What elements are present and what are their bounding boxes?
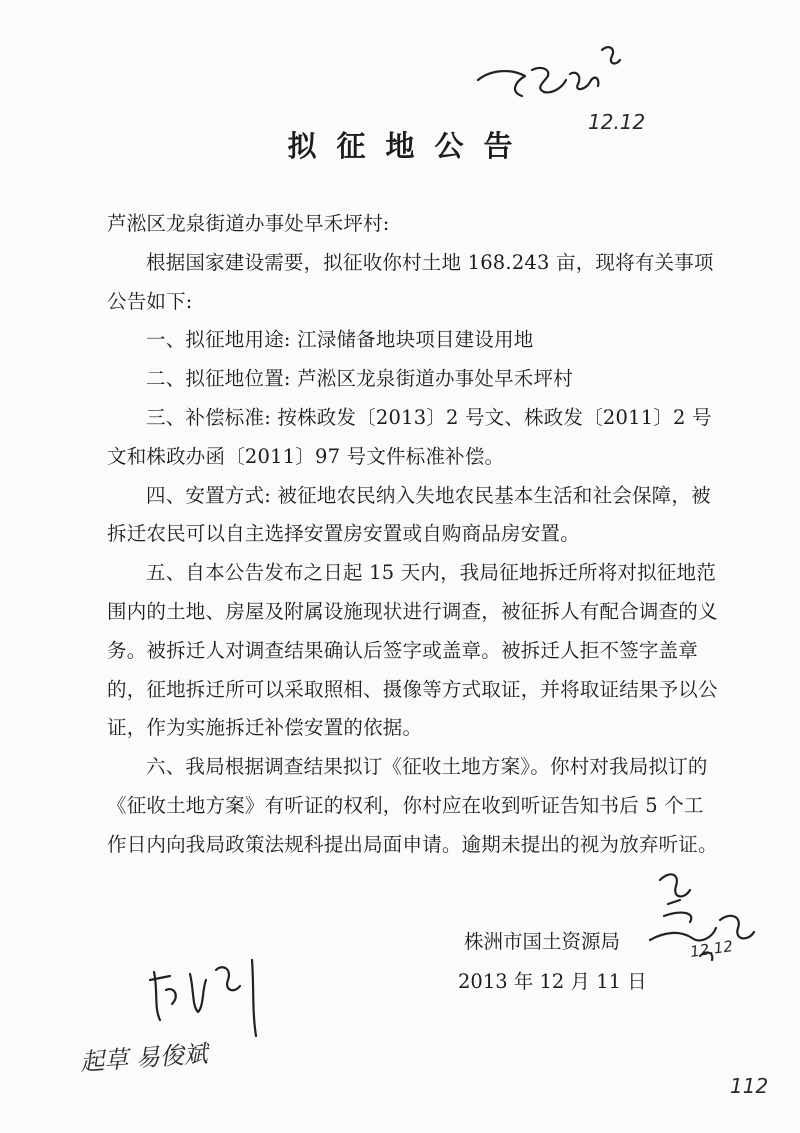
paragraph-survey: 五、自本公告发布之日起 15 天内，我局征地拆迁所将对拟征地范围内的土地、房屋及附属设施现状进行调查，被征拆人有配合调查的义务。被拆迁人对调查结果确认后签字或盖章。被拆迁人拒不签字盖章的，征地拆迁所可以采取照相、摄像等方式取证，并将取证结果予以公证，作为实施拆迁补偿安置的依据。 <box>107 561 718 740</box>
addressee-line: 芦淞区龙泉街道办事处早禾坪村: <box>107 212 390 235</box>
handwritten-signature-top <box>470 40 630 110</box>
issuer-name: 株洲市国土资源局 <box>464 930 621 953</box>
issuer-block <box>458 922 658 1002</box>
handwritten-signature-left <box>140 950 280 1040</box>
paragraph-intro: 根据国家建设需要，拟征收你村土地 168.243 亩，现将有关事项公告如下: <box>107 250 714 313</box>
handwritten-page-number: 112 <box>730 1074 769 1098</box>
paragraph-hearing: 六、我局根据调查结果拟订《征收土地方案》。你村对我局拟订的《征收土地方案》有听证的权利，你村应在收到听证告知书后 5 个工作日内向我局政策法规科提出局面申请。逾期未提出的视为放弃听证。 <box>107 755 718 856</box>
handwritten-date-right: 12.12 <box>688 937 734 961</box>
page-title: 拟征地公告 <box>287 129 533 163</box>
notice-body <box>107 205 719 865</box>
paragraph-compensation: 三、补偿标准: 按株政发〔2013〕2 号文、株政发〔2011〕2 号文和株政办函〔2011〕97 号文件标准补偿。 <box>107 405 712 468</box>
handwritten-date-top: 12.12 <box>588 110 646 134</box>
issue-date: 2013 年 12 月 11 日 <box>458 970 647 993</box>
paragraph-purpose: 一、拟征地用途: 江渌储备地块项目建设用地 <box>146 328 534 352</box>
paragraph-location: 二、拟征地位置: 芦淞区龙泉街道办事处早禾坪村 <box>146 367 573 391</box>
handwritten-drafter-note: 起草 易俊斌 <box>79 1039 209 1077</box>
paragraph-resettlement: 四、安置方式: 被征地农民纳入失地农民基本生活和社会保障，被拆迁农民可以自主选择安置房安置或自购商品房安置。 <box>107 483 711 546</box>
